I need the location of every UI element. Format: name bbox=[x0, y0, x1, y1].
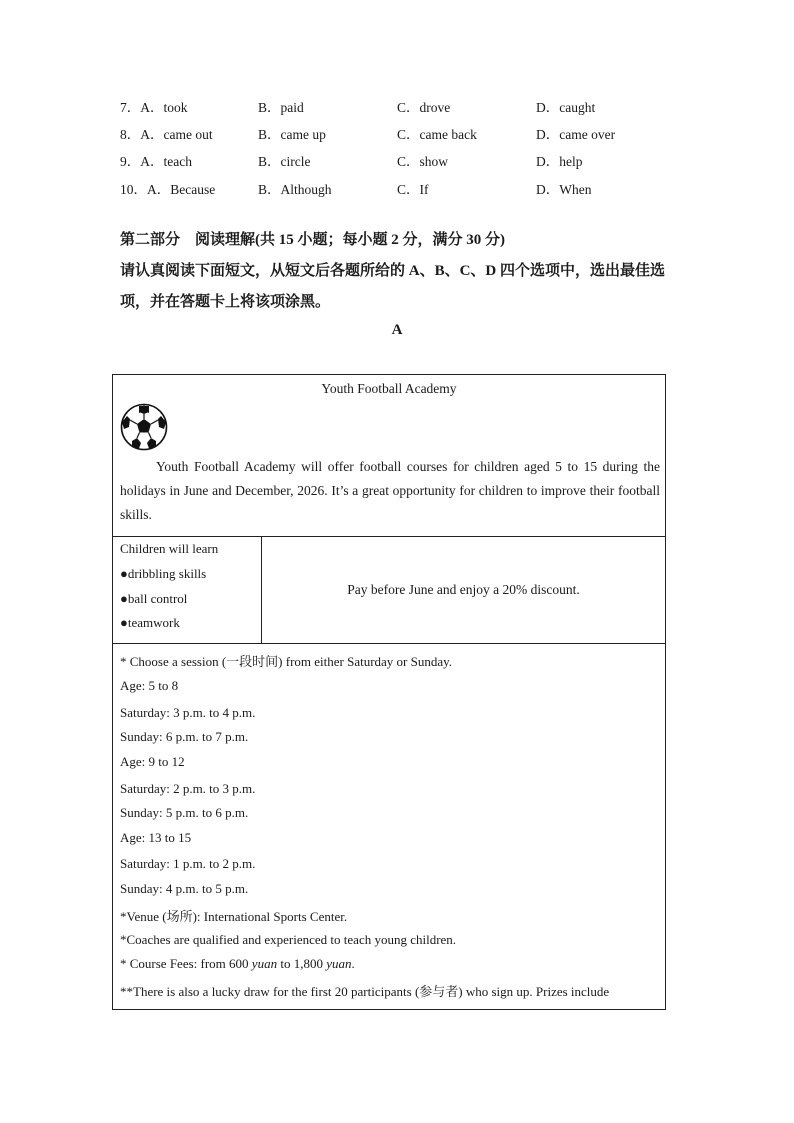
fees-end: . bbox=[351, 956, 355, 971]
notice-title: Youth Football Academy bbox=[321, 381, 457, 396]
skill-item: ●teamwork bbox=[120, 615, 180, 630]
lucky-draw-line: **There is also a lucky draw for the first 20 participants (参与者) who sign up. Prizes include bbox=[120, 984, 610, 999]
option-row-10 bbox=[120, 174, 680, 201]
discount-text: Pay before June and enjoy a 20% discount. bbox=[347, 581, 580, 597]
schedule-line: Saturday: 2 p.m. to 3 p.m. bbox=[120, 781, 256, 796]
fees-mid: to 1,800 bbox=[277, 956, 327, 971]
fees-unit: yuan bbox=[326, 956, 352, 971]
venue-line: *Venue (场所): International Sports Center. bbox=[120, 909, 348, 924]
answer-options bbox=[120, 92, 680, 202]
learn-heading: Children will learn bbox=[120, 541, 219, 556]
option-b: B．circle bbox=[258, 154, 311, 170]
option-row-9 bbox=[120, 147, 680, 174]
option-c: C．came back bbox=[397, 127, 477, 143]
option-row-8 bbox=[120, 119, 680, 146]
option-a: 10．A．Because bbox=[120, 181, 216, 197]
option-a: 7．A．took bbox=[120, 99, 188, 115]
part-two-header: 第二部分 阅读理解(共 15 小题；每小题 2 分，满分 30 分) bbox=[120, 232, 505, 248]
notice-middle-row bbox=[113, 536, 665, 644]
skill-item: ●ball control bbox=[120, 591, 188, 606]
option-d: D．When bbox=[536, 181, 592, 197]
coaches-line: *Coaches are qualified and experienced to teach young children. bbox=[120, 932, 457, 947]
option-d: D．help bbox=[536, 154, 583, 170]
fees-unit: yuan bbox=[251, 956, 278, 971]
skills-cell bbox=[113, 536, 262, 643]
option-b: B．Although bbox=[258, 181, 332, 197]
option-a: 8．A．came out bbox=[120, 127, 213, 143]
discount-cell bbox=[262, 536, 665, 643]
schedule-line: Saturday: 1 p.m. to 2 p.m. bbox=[120, 856, 256, 871]
schedule-line: Saturday: 3 p.m. to 4 p.m. bbox=[120, 705, 256, 720]
fees-prefix: * Course Fees: from 600 bbox=[120, 956, 252, 971]
option-row-7 bbox=[120, 92, 680, 119]
option-b: B．paid bbox=[258, 99, 304, 115]
notice-header-cell bbox=[113, 375, 665, 537]
age-group: Age: 5 to 8 bbox=[120, 678, 179, 693]
option-c: C．drove bbox=[397, 99, 451, 115]
notice-intro: Youth Football Academy will offer football courses for children aged 5 to 15 during the holidays in June and December, 2026. It’s a great opportunity for children to improve their football skills. bbox=[120, 459, 660, 522]
option-c: C．If bbox=[397, 181, 429, 197]
schedule-line: Sunday: 4 p.m. to 5 p.m. bbox=[120, 881, 249, 896]
option-d: D．came over bbox=[536, 127, 616, 143]
option-c: C．show bbox=[397, 154, 449, 170]
schedule-line: Sunday: 5 p.m. to 6 p.m. bbox=[120, 805, 249, 820]
schedule-line: Sunday: 6 p.m. to 7 p.m. bbox=[120, 729, 249, 744]
age-group: Age: 13 to 15 bbox=[120, 830, 192, 845]
option-a: 9．A．teach bbox=[120, 154, 192, 170]
soccer-ball-icon bbox=[120, 403, 168, 451]
option-b: B．came up bbox=[258, 127, 326, 143]
skill-item: ●dribbling skills bbox=[120, 566, 207, 581]
reading-instruction: 请认真阅读下面短文，从短文后各题所给的 A、B、C、D 四个选项中，选出最佳选项，并在答题卡上将该项涂黑。 bbox=[120, 263, 666, 310]
option-d: D．caught bbox=[536, 99, 596, 115]
academy-notice bbox=[112, 374, 666, 1010]
session-note: * Choose a session (一段时间) from either Saturday or Sunday. bbox=[120, 654, 453, 669]
passage-label: A bbox=[391, 322, 403, 338]
age-group: Age: 9 to 12 bbox=[120, 754, 185, 769]
fees-line bbox=[120, 956, 355, 972]
